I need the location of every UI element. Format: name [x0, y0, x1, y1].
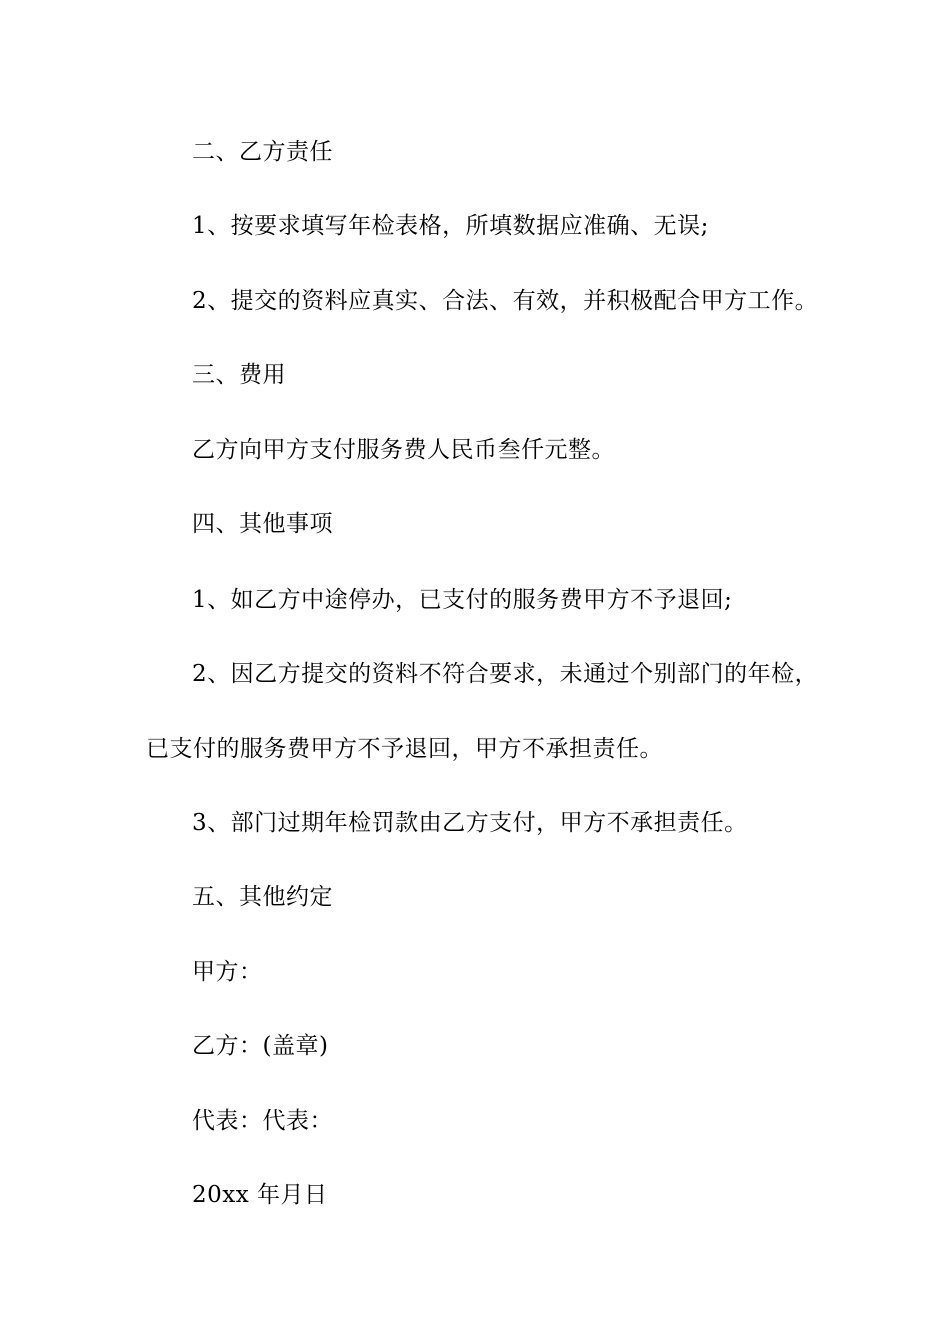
paragraph: 2、提交的资料应真实、合法、有效，并积极配合甲方工作。 [192, 288, 819, 314]
signature-representatives: 代表：代表： [192, 1108, 333, 1134]
section-heading-other-agreements: 五、其他约定 [192, 884, 333, 910]
section-heading-fees: 三、费用 [192, 362, 286, 388]
paragraph-continuation: 已支付的服务费甲方不予退回，甲方不承担责任。 [146, 736, 663, 762]
section-heading-other-matters: 四、其他事项 [192, 511, 333, 537]
signature-party-b: 乙方：(盖章) [192, 1033, 329, 1059]
section-heading-party-b-duties: 二、乙方责任 [192, 139, 333, 165]
signature-date: 20xx 年月日 [192, 1182, 328, 1208]
paragraph: 3、部门过期年检罚款由乙方支付，甲方不承担责任。 [192, 810, 748, 836]
paragraph: 2、因乙方提交的资料不符合要求，未通过个别部门的年检， [192, 661, 819, 687]
paragraph: 乙方向甲方支付服务费人民币叁仟元整。 [192, 437, 615, 463]
paragraph: 1、按要求填写年检表格，所填数据应准确、无误; [192, 213, 709, 239]
signature-party-a: 甲方： [192, 959, 263, 985]
paragraph: 1、如乙方中途停办，已支付的服务费甲方不予退回; [192, 587, 733, 613]
